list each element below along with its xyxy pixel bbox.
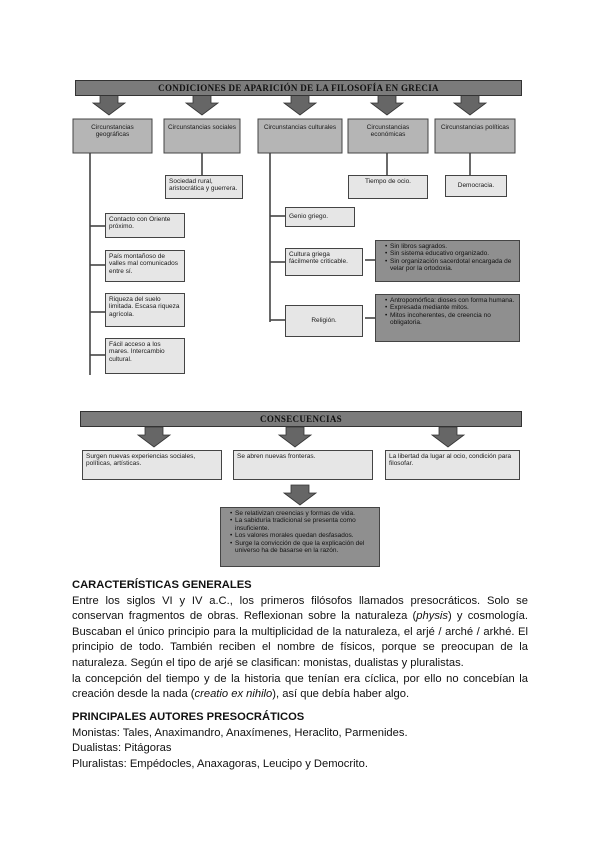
diagram-title: CONDICIONES DE APARICIÓN DE LA FILOSOFÍA EN GRECIA: [75, 80, 522, 96]
arrow-politica: [454, 95, 486, 115]
paragraph-1-part-b: ) y cosmología. Buscaban el único principio para la multiplicidad de la naturaleza, el arjé / arché / arkhé. El principio de todo. También reciben el nombre de físicos, porque se preocupan de la naturaleza. Según el tipo de arjé se clasifican: monistas, dualistas y pluralistas.: [72, 610, 529, 669]
consequence-experiencias: Surgen nuevas experiencias sociales, políticas, artísticas.: [82, 450, 222, 480]
header-economica: Circunstancias económicas: [366, 124, 410, 139]
geo-item-mares: Fácil acceso a los mares. Intercambio cultural.: [105, 338, 185, 374]
greek-culture-detail: • Sin sistema educativo organizado.: [385, 250, 516, 257]
arrow-geografica: [93, 95, 125, 115]
geo-item-montanoso: País montañoso de valles mal comunicados entre sí.: [105, 250, 185, 282]
geo-item-contacto: Contacto con Oriente próximo.: [105, 213, 185, 238]
consequence-libertad: La libertad da lugar al ocio, condición para filosofar.: [385, 450, 520, 480]
greek-culture-detail: • Sin libros sagrados.: [385, 243, 516, 250]
section1-heading: CARACTERÍSTICAS GENERALES: [72, 579, 252, 591]
consequences-title: CONSECUENCIAS: [80, 411, 522, 427]
frontier-detail: • La sabiduría tradicional se presenta como insuficiente.: [230, 517, 376, 532]
frontier-details: [220, 507, 380, 567]
arrow-cons-2: [279, 427, 311, 447]
religion-detail: • Mitos incoherentes, de creencia no obligatoria.: [385, 312, 516, 327]
religion-details: [375, 294, 520, 342]
greek-culture-details: [375, 240, 520, 282]
arrow-cons-3: [432, 427, 464, 447]
header-geografica: Circunstancias geográficas: [91, 124, 134, 139]
paragraph-2: [72, 672, 528, 703]
paragraph-1-part-a: Entre los siglos VI y IV a.C., los primeros filósofos llamados presocráticos. Solo se conservan fragmentos de obras. Reflexionan sobre la naturaleza (: [72, 594, 528, 623]
section-autores: [72, 710, 528, 772]
frontier-detail: • Los valores morales quedan desfasados.: [230, 532, 376, 539]
paragraph-2-part-a: la concepción del tiempo y de la historia que tenían era cíclica, por ello no concebían la creación desde la nada (: [72, 672, 528, 701]
cultural-item-religion: Religión.: [285, 305, 363, 337]
header-social: Circunstancias sociales: [168, 124, 236, 131]
arrow-cultural: [284, 95, 316, 115]
cultural-item-genio: Genio griego.: [285, 207, 355, 227]
paragraph-2-creatio: creatio ex nihilo: [194, 688, 273, 701]
political-result: Democracia.: [445, 175, 507, 197]
frontier-detail: • Surge la convicción de que la explicación del universo ha de basarse en la razón.: [230, 540, 376, 555]
authors-dualistas: Dualistas: Pitágoras: [72, 742, 172, 755]
greek-culture-detail: • Sin organización sacerdotal encargada de velar por la ortodoxia.: [385, 258, 516, 273]
consequence-fronteras: Se abren nuevas fronteras.: [233, 450, 373, 480]
authors-monistas: Monistas: Tales, Anaximandro, Anaxímenes, Heraclito, Parmenides.: [72, 726, 408, 739]
frontier-detail: • Se relativizan creencias y formas de vida.: [230, 510, 376, 517]
religion-detail: • Antropomórfica: dioses con forma humana.: [385, 297, 516, 304]
section-caracteristicas: [72, 578, 528, 703]
social-result: Sociedad rural, aristocrática y guerrera.: [165, 175, 243, 199]
arrow-economica: [371, 95, 403, 115]
cultural-item-cultura: Cultura griega fácilmente criticable.: [285, 248, 363, 276]
paragraph-2-part-b: ), así que debía haber algo.: [272, 688, 410, 701]
authors-pluralistas: Pluralistas: Empédocles, Anaxagoras, Leucipo y Democrito.: [72, 757, 368, 770]
arrow-cons-1: [138, 427, 170, 447]
religion-detail: • Expresada mediante mitos.: [385, 304, 516, 311]
arrow-cons-4: [284, 485, 316, 505]
arrow-social: [186, 95, 218, 115]
economic-result: Tiempo de ocio.: [348, 175, 428, 199]
header-cultural: Circunstancias culturales: [263, 124, 337, 131]
header-politica: Circunstancias políticas: [440, 124, 510, 131]
paragraph-1: [72, 594, 528, 672]
geo-item-riqueza: Riqueza del suelo limitada. Escasa riqueza agrícola.: [105, 293, 185, 327]
paragraph-1-physis: physis: [416, 610, 449, 623]
section2-heading: PRINCIPALES AUTORES PRESOCRÁTICOS: [72, 711, 305, 723]
